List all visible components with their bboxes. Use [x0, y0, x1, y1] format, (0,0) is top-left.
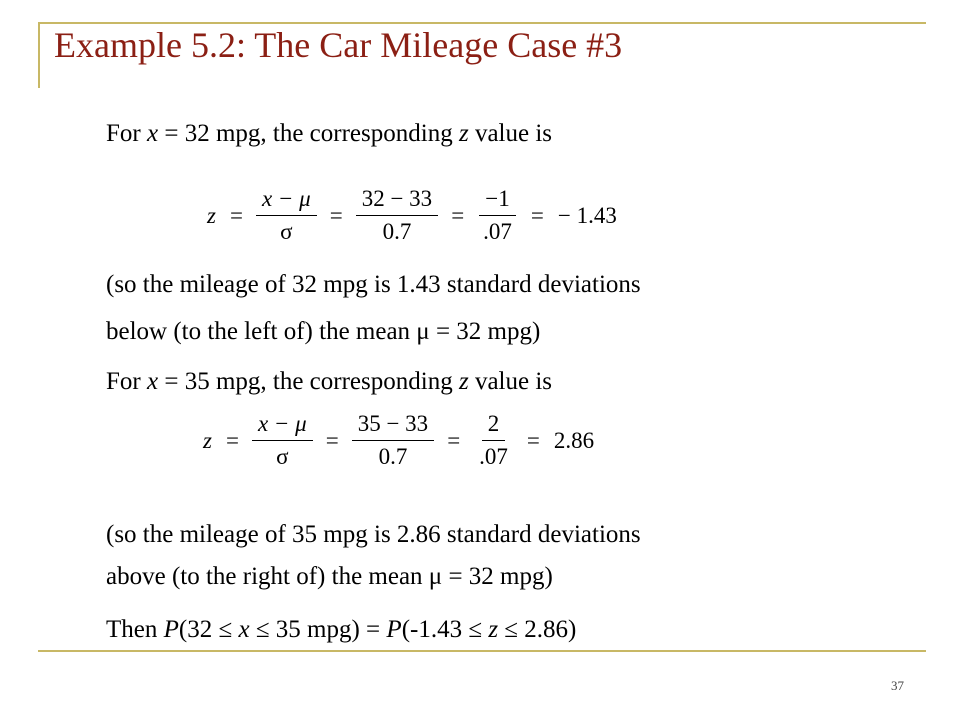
- case2-explanation-line2: above (to the right of) the mean μ = 32 mpg): [106, 563, 553, 590]
- case1-frac-simplified: $\frac{-1}{.07}$: [471, 186, 524, 245]
- case2-frac-values: $\frac{35 - 33}{0.7}$: [346, 411, 440, 470]
- case1-frac-formula: $\frac{x - \mu}{\sigma}$: [250, 186, 323, 245]
- case1-equation: z = $\frac{x - \mu}{\sigma}$ = $\frac{32 - 33}{0.7}$ = $\frac{-1}{.07}$ = − 1.43: [200, 186, 624, 245]
- page-number: 37: [891, 678, 904, 693]
- case2-frac-simplified: $\frac{2}{.07}$: [479, 411, 508, 469]
- case1-frac-values: $\frac{32 - 33}{0.7}$: [350, 186, 444, 245]
- case2-frac-formula: $\frac{x - \mu}{\sigma}$: [246, 411, 319, 470]
- case2-explanation-line1: (so the mileage of 35 mpg is 2.86 standard deviations: [106, 521, 641, 548]
- case2-equation: z = $\frac{x - \mu}{\sigma}$ = $\frac{35 - 33}{0.7}$ = $\frac{2}{.07}$ = 2.86: [196, 411, 601, 470]
- case1-intro: For x = 32 mpg, the corresponding z value is: [106, 120, 553, 147]
- case2-intro: For x = 35 mpg, the corresponding z value is: [106, 368, 553, 395]
- title-left-rule: [38, 22, 40, 88]
- case1-explanation-line1: (so the mileage of 32 mpg is 1.43 standard deviations: [106, 271, 641, 298]
- case1-explanation-line2: below (to the left of) the mean μ = 32 mpg): [106, 318, 541, 345]
- case1-result: − 1.43: [557, 202, 617, 228]
- case2-result: 2.86: [553, 427, 595, 453]
- slide-title: Example 5.2: The Car Mileage Case #3: [54, 25, 623, 65]
- footer-rule: [38, 650, 926, 652]
- conclusion-line: Then P(32 ≤ x ≤ 35 mpg) = P(-1.43 ≤ z ≤ 2.86): [106, 616, 577, 643]
